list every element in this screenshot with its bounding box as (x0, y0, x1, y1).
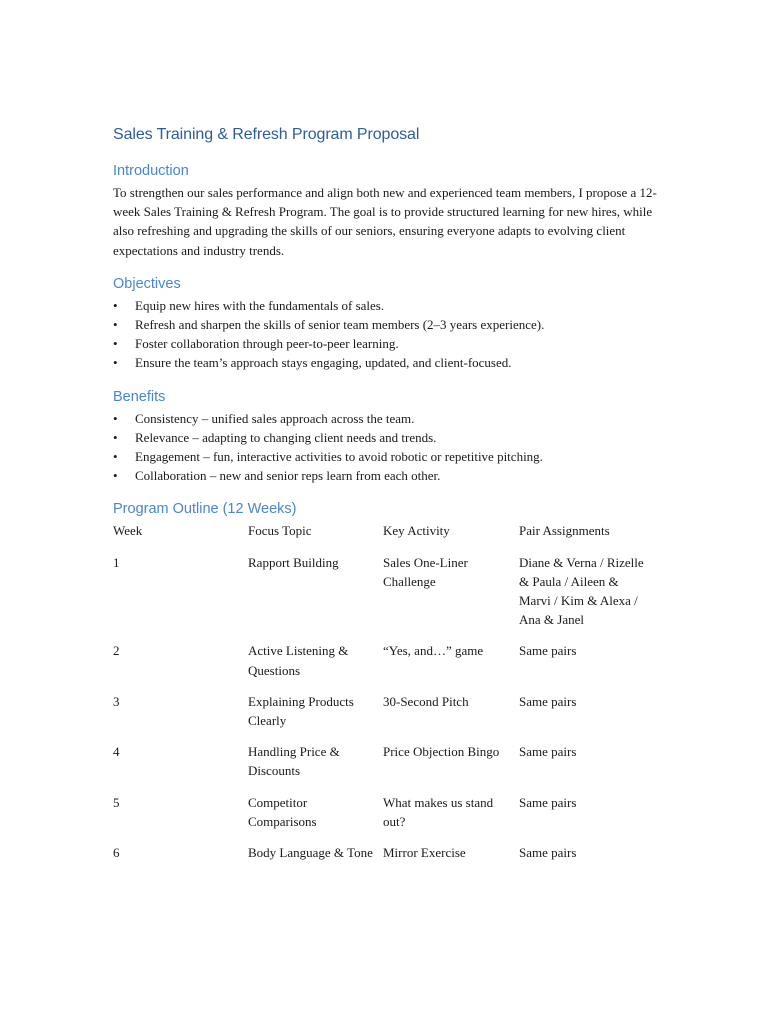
benefit-text: Collaboration – new and senior reps learn from each other. (135, 468, 441, 484)
pair-assignments-cell: Same pairs (519, 794, 577, 810)
table-row (113, 692, 658, 742)
benefit-item (113, 428, 658, 447)
table-row (113, 843, 658, 874)
focus-topic-cell: Active Listening & Questions (248, 643, 349, 678)
column-header-focus-topic: Focus Topic (248, 523, 312, 539)
column-header-week: Week (113, 523, 143, 539)
week-cell: 1 (113, 554, 120, 570)
benefits-list (113, 409, 658, 486)
key-activity-cell: Sales One-Liner Challenge (383, 554, 468, 589)
pair-assignments-cell: Diane & Verna / Rizelle & Paula / Aileen & Marvi / Kim & Alexa / Ana & Janel (519, 554, 644, 628)
benefit-item (113, 466, 658, 485)
focus-topic-cell: Handling Price & Discounts (248, 744, 340, 779)
focus-topic-cell: Body Language & Tone (248, 845, 373, 861)
objective-text: Refresh and sharpen the skills of senior team members (2–3 years experience). (135, 317, 545, 333)
week-cell: 6 (113, 845, 120, 861)
focus-topic-cell: Explaining Products Clearly (248, 693, 354, 729)
bullet-icon: • (113, 317, 118, 333)
objectives-list (113, 296, 658, 373)
week-cell: 2 (113, 643, 120, 659)
benefit-text: Engagement – fun, interactive activities to avoid robotic or repetitive pitching. (135, 449, 543, 465)
objective-text: Equip new hires with the fundamentals of sales. (135, 297, 385, 313)
document-title: Sales Training & Refresh Program Proposal (113, 126, 420, 143)
introduction-paragraph: To strengthen our sales performance and align both new and experienced team members, I propose a 12-week Sales Training & Refresh Program. The goal is to provide structured learning for new hires, while also refreshing and upgrading the skills of our seniors, ensuring everyone adapts to evolving client expectations and industry trends. (113, 185, 657, 258)
pair-assignments-cell: Same pairs (519, 744, 577, 760)
objective-item (113, 296, 658, 315)
benefit-text: Consistency – unified sales approach across the team. (135, 410, 415, 426)
table-header-row (113, 521, 658, 552)
pair-assignments-cell: Same pairs (519, 693, 577, 709)
document-page (113, 125, 658, 874)
table-row (113, 553, 658, 642)
objectives-heading: Objectives (113, 275, 181, 292)
key-activity-cell: Mirror Exercise (383, 845, 466, 861)
bullet-icon: • (113, 297, 118, 313)
program-outline-table (113, 521, 658, 874)
program-outline-heading: Program Outline (12 Weeks) (113, 501, 297, 518)
key-activity-cell: 30-Second Pitch (383, 693, 469, 709)
week-cell: 3 (113, 693, 120, 709)
objective-text: Foster collaboration through peer-to-peer learning. (135, 336, 399, 352)
objective-item (113, 315, 658, 334)
focus-topic-cell: Competitor Comparisons (248, 794, 317, 829)
objective-item (113, 353, 658, 372)
week-cell: 5 (113, 794, 120, 810)
benefit-item (113, 409, 658, 428)
bullet-icon: • (113, 336, 118, 352)
benefit-text: Relevance – adapting to changing client needs and trends. (135, 429, 437, 445)
benefits-heading: Benefits (113, 388, 166, 405)
table-row (113, 742, 658, 792)
introduction-heading: Introduction (113, 163, 189, 179)
key-activity-cell: Price Objection Bingo (383, 744, 500, 760)
column-header-pair-assignments: Pair Assignments (519, 523, 610, 539)
benefit-item (113, 447, 658, 466)
pair-assignments-cell: Same pairs (519, 643, 577, 659)
focus-topic-cell: Rapport Building (248, 554, 339, 570)
key-activity-cell: What makes us stand out? (383, 794, 494, 829)
table-row (113, 793, 658, 843)
column-header-key-activity: Key Activity (383, 523, 450, 539)
bullet-icon: • (113, 429, 118, 445)
bullet-icon: • (113, 449, 118, 465)
objective-item (113, 334, 658, 353)
objective-text: Ensure the team’s approach stays engaging, updated, and client-focused. (135, 355, 512, 371)
pair-assignments-cell: Same pairs (519, 845, 577, 861)
week-cell: 4 (113, 744, 120, 760)
bullet-icon: • (113, 468, 118, 484)
key-activity-cell: “Yes, and…” game (383, 643, 484, 659)
bullet-icon: • (113, 410, 118, 426)
bullet-icon: • (113, 355, 118, 371)
table-row (113, 641, 658, 691)
